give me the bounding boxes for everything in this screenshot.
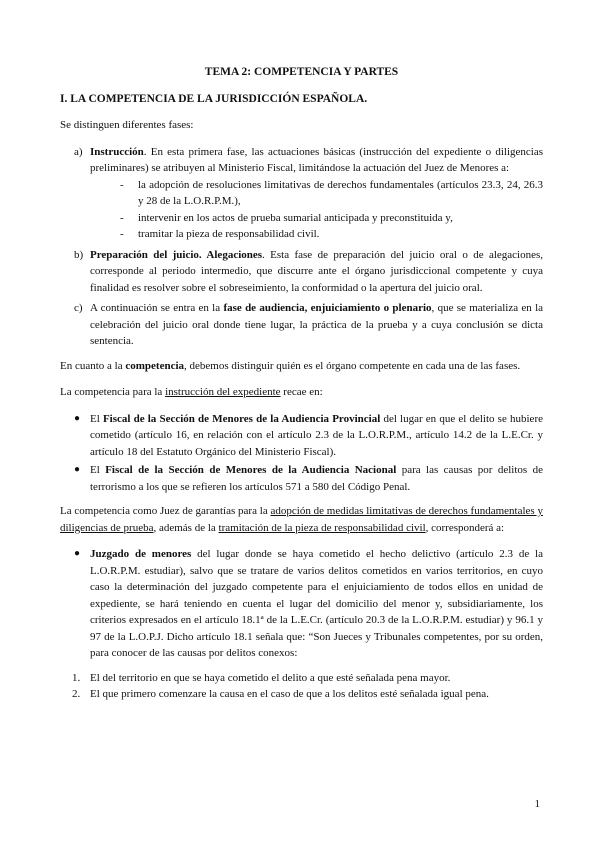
phase-title: fase de audiencia, enjuiciamiento o plenario [223, 302, 432, 314]
sub-item-text: intervenir en los actos de prueba sumarial anticipada y preconstituida y, [138, 211, 453, 224]
numbered-text: El del territorio en que se haya cometido el delito a que esté señalada pena mayor. [90, 671, 451, 684]
sub-item-text: la adopción de resoluciones limitativas de derechos fundamentales (artículos 23.3, 24, 26.3 y 28 de la L.O.R.P.M.), [138, 178, 543, 207]
list-number: 1. [72, 671, 81, 684]
document-page [60, 64, 543, 703]
phase-pre: A continuación se entra en la [90, 302, 224, 314]
list-marker: b) [74, 248, 84, 261]
document-title: TEMA 2: COMPETENCIA Y PARTES [204, 66, 399, 78]
bullet-item [60, 546, 543, 662]
garantias-paragraph [60, 503, 543, 536]
juzgado-bullets [60, 546, 543, 662]
underlined-run: adopción de medidas limitativas de derechos fundamentales y diligencias de prueba [60, 505, 543, 534]
underlined-run: instrucción del expediente [165, 386, 281, 398]
sub-item: - intervenir en los actos de prueba sumarial anticipada y preconstituida y, [120, 211, 453, 224]
bullet-icon: ● [74, 412, 81, 424]
text-run: del lugar en que el delito se hubiere cometido (artículo 16, en relación con el artículo 2.3 de la L.O.R.P.M., artículo 14.2 de la L.E.Cr. y artículo 18 del Estatuto Orgánico del Ministerio Fiscal). [90, 412, 543, 458]
instruccion-paragraph [60, 384, 543, 401]
text-run: La competencia como Juez de garantías para la [60, 505, 271, 517]
sub-item: - tramitar la pieza de responsabilidad civil. [120, 228, 320, 240]
phase-text: , que se materializa en la celebración del juicio oral donde tiene lugar, la práctica de la prueba y a cuya conclusión se dicta sentencia. [90, 302, 544, 347]
sub-item-text: tramitar la pieza de responsabilidad civil. [138, 228, 320, 240]
bold-run: Fiscal de la Sección de Menores de la Audiencia Nacional [105, 464, 397, 476]
phase-title: Instrucción [90, 145, 144, 158]
instruccion-bullets [60, 411, 543, 496]
bold-run: Juzgado de menores [90, 548, 192, 560]
phases-list [60, 144, 543, 350]
page-number: 1 [534, 798, 540, 810]
text-run: En cuanto a la [60, 359, 126, 372]
bullet-icon: ● [74, 464, 81, 475]
text-run: El [90, 412, 103, 425]
text-run: recae en: [280, 386, 323, 398]
bullet-item [60, 411, 543, 461]
text-run: del lugar donde se haya cometido el hecho delictivo (artículo 2.3 de la L.O.R.P.M. estudiar), salvo que se tratare de varios delitos cometidos en varios territorios, en cuyo caso la determinación del juzgado competente para el enjuiciamiento de todos ellos en unidad de expediente, se hará teniendo en cuenta el lugar del domicilio del menor y, subsidiariamente, los criterios expresados en el artículo 18.1ª de la L.E.Cr. (artículo 20.3 de la L.O.R.P.M. estudiar) y 96.1 y 97 de la L.O.P.J. Dicho artículo 18.1 señala que: “Son Jueces y Tribunales competentes, por su orden, para conocer de las causas por delitos conexos: [90, 548, 543, 659]
text-run: , además de la [153, 521, 219, 534]
sub-item: - la adopción de resoluciones limitativas de derechos fundamentales (artículos 23.3, 24, 26.3 y 28 de la L.O.R.P.M.), [120, 178, 543, 207]
phase-text: . Esta fase de preparación del juicio oral o de alegaciones, corresponde al periodo intermedio, que discurre ante el órgano jurisdiccional competente y cuya finalidad es resolver sobre el sobreseimiento, la conformidad o la apertura del juicio oral. [90, 248, 544, 294]
list-marker: a) [74, 145, 83, 158]
underlined-run: tramitación de la pieza de responsabilidad civil [218, 521, 426, 534]
list-marker: c) [74, 302, 83, 314]
text-run: , debemos distinguir quién es el órgano competente en cada una de las fases. [184, 359, 521, 372]
numbered-text: El que primero comenzare la causa en el caso de que a los delitos esté señalada igual pena. [90, 688, 489, 700]
text-run: La competencia para la [60, 386, 166, 398]
text-run: , corresponderá a: [425, 521, 505, 534]
bold-run: competencia [125, 359, 185, 372]
bullet-item [60, 462, 543, 495]
section-heading: I. LA COMPETENCIA DE LA JURISDICCIÓN ESPAÑOLA. [60, 92, 368, 105]
intro-paragraph: Se distinguen diferentes fases: [60, 119, 194, 131]
competencia-paragraph [60, 358, 543, 375]
phase-text: . En esta primera fase, las actuaciones básicas (instrucción del expediente o diligencias preliminares) se atribuyen al Ministerio Fiscal, limitándose la actuación del Juez de Menores a: [90, 145, 543, 174]
sub-list [90, 177, 543, 243]
phase-title: Preparación del juicio. Alegaciones [90, 248, 263, 261]
text-run: El [90, 464, 106, 476]
numbered-item [60, 670, 543, 687]
text-run: para las causas por delitos de terrorismo a los que se refieren los artículos 571 a 580 del Código Penal. [90, 464, 543, 493]
bullet-icon: ● [74, 548, 81, 559]
numbered-item [60, 686, 543, 703]
phase-item-b [60, 247, 543, 297]
phase-item-a [60, 144, 543, 243]
phase-item-c [60, 300, 543, 350]
bold-run: Fiscal de la Sección de Menores de la Audiencia Provincial [102, 412, 381, 425]
list-number: 2. [72, 688, 81, 700]
numbered-list [60, 670, 543, 703]
